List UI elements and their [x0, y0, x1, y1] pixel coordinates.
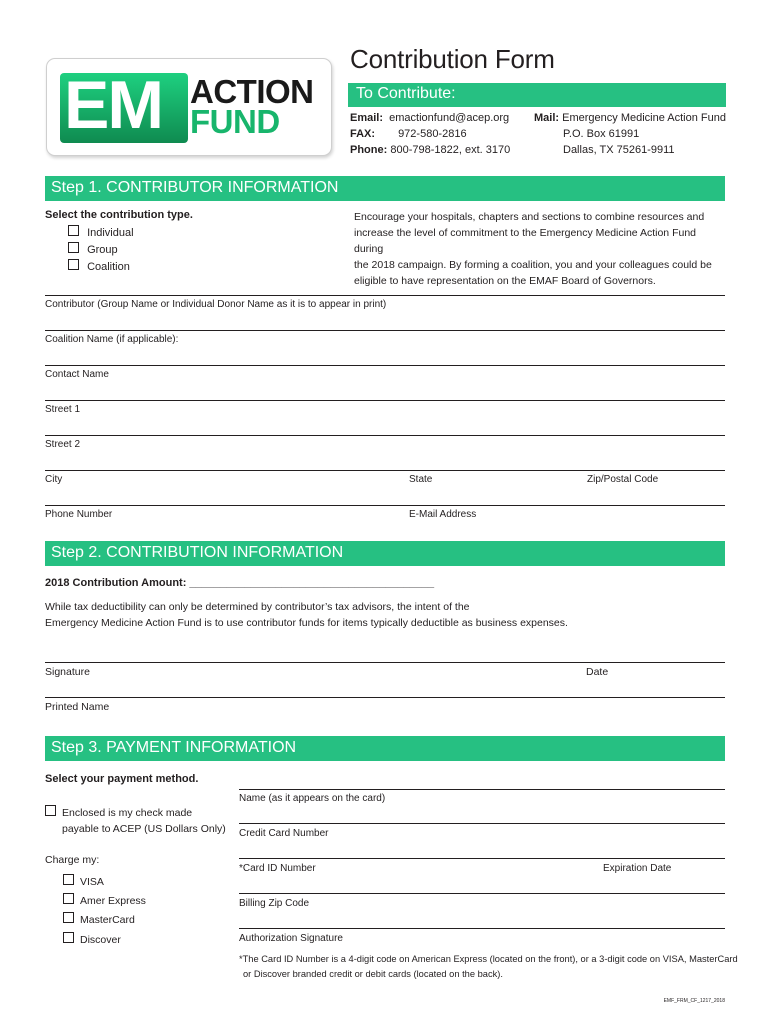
contribution-amount-field[interactable]: 2018 Contribution Amount: ________________________________________ — [45, 577, 435, 589]
type-group-checkbox[interactable] — [68, 242, 79, 253]
contact-info — [350, 110, 510, 158]
mail-line3: Dallas, TX 75261-9911 — [563, 144, 675, 156]
step3-bar — [45, 736, 725, 761]
zip-label: Zip/Postal Code — [587, 474, 659, 485]
coalition-text-line: eligible to have representation on the EMAF Board of Governors. — [354, 275, 656, 287]
card-amex-label: Amer Express — [80, 895, 146, 907]
type-individual-label: Individual — [87, 227, 134, 239]
type-group-option[interactable] — [68, 242, 118, 256]
authorization-signature-label: Authorization Signature — [239, 933, 343, 944]
step1-bar — [45, 176, 725, 201]
footnote-line: or Discover branded credit or debit cards (located on the back). — [243, 969, 503, 979]
check-line1: Enclosed is my check made — [62, 807, 193, 819]
printed-name-field[interactable] — [45, 697, 725, 698]
street1-label: Street 1 — [45, 404, 81, 415]
name-on-card-field[interactable] — [239, 789, 725, 790]
street1-field[interactable] — [45, 400, 725, 401]
coalition-info-text — [354, 209, 724, 289]
expiration-date-label: Expiration Date — [603, 863, 672, 874]
charge-my-label: Charge my: — [45, 854, 100, 866]
contributor-field[interactable] — [45, 295, 725, 296]
logo-action-text: ACTION — [190, 73, 314, 110]
type-coalition-checkbox[interactable] — [68, 259, 79, 270]
contributor-label: Contributor (Group Name or Individual Donor Name as it is to appear in print) — [45, 299, 387, 310]
card-visa-checkbox[interactable] — [63, 874, 74, 885]
coalition-text-line: Encourage your hospitals, chapters and sections to combine resources and — [354, 211, 705, 223]
logo-fund-text: FUND — [190, 103, 280, 140]
check-option[interactable] — [45, 805, 226, 837]
type-coalition-option[interactable] — [68, 259, 130, 273]
card-visa-option[interactable] — [63, 874, 104, 888]
type-individual-option[interactable] — [68, 225, 134, 239]
phone-label: Phone: — [350, 144, 388, 156]
type-group-label: Group — [87, 244, 118, 256]
signature-date-field[interactable] — [45, 662, 725, 663]
step3-title: Step 3. PAYMENT INFORMATION — [51, 739, 297, 756]
type-individual-checkbox[interactable] — [68, 225, 79, 236]
mail-line1: Emergency Medicine Action Fund — [562, 112, 726, 124]
coalition-text-line: the 2018 campaign. By forming a coalition, you and your colleagues could be — [354, 259, 712, 271]
city-state-zip-field[interactable] — [45, 470, 725, 471]
payment-method-prompt: Select your payment method. — [45, 773, 199, 785]
logo-em-text: EM — [64, 67, 162, 143]
tax-text-line: While tax deductibility can only be determined by contributor’s tax advisors, the intent of the — [45, 601, 470, 613]
email-address-label: E-Mail Address — [409, 509, 477, 520]
card-discover-checkbox[interactable] — [63, 932, 74, 943]
fax-value: 972-580-2816 — [398, 128, 467, 140]
phone-value: 800-798-1822, ext. 3170 — [390, 144, 511, 156]
mail-label: Mail: — [534, 112, 560, 124]
mail-info — [534, 110, 726, 158]
card-amex-checkbox[interactable] — [63, 893, 74, 904]
card-number-field[interactable] — [239, 823, 725, 824]
street2-label: Street 2 — [45, 439, 81, 450]
card-mastercard-option[interactable] — [63, 912, 135, 926]
step2-bar — [45, 541, 725, 566]
contact-name-label: Contact Name — [45, 369, 109, 380]
card-amex-option[interactable] — [63, 893, 146, 907]
to-contribute-bar — [348, 83, 726, 107]
type-coalition-label: Coalition — [87, 261, 130, 273]
contribution-type-prompt: Select the contribution type. — [45, 209, 193, 221]
signature-label: Signature — [45, 666, 90, 678]
date-label: Date — [586, 666, 609, 678]
card-id-label: *Card ID Number — [239, 863, 316, 874]
check-line2: payable to ACEP (US Dollars Only) — [62, 823, 226, 835]
card-discover-label: Discover — [80, 934, 121, 946]
authorization-signature-field[interactable] — [239, 928, 725, 929]
billing-zip-field[interactable] — [239, 893, 725, 894]
street2-field[interactable] — [45, 435, 725, 436]
card-visa-label: VISA — [80, 876, 104, 888]
coalition-text-line: increase the level of commitment to the Emergency Medicine Action Fund during — [354, 227, 696, 255]
coalition-name-label: Coalition Name (if applicable): — [45, 334, 179, 345]
name-on-card-label: Name (as it appears on the card) — [239, 793, 386, 804]
coalition-name-field[interactable] — [45, 330, 725, 331]
card-discover-option[interactable] — [63, 932, 121, 946]
city-label: City — [45, 474, 63, 485]
check-checkbox[interactable] — [45, 805, 56, 816]
fax-label: FAX: — [350, 128, 376, 140]
step1-title: Step 1. CONTRIBUTOR INFORMATION — [51, 179, 339, 196]
card-mastercard-checkbox[interactable] — [63, 912, 74, 923]
step2-title: Step 2. CONTRIBUTION INFORMATION — [51, 544, 344, 561]
card-id-footnote — [239, 952, 738, 982]
email-label: Email: — [350, 112, 384, 124]
billing-zip-label: Billing Zip Code — [239, 898, 310, 909]
form-code: EMF_FRM_CF_1217_2018 — [663, 998, 725, 1004]
contact-name-field[interactable] — [45, 365, 725, 366]
page-title: Contribution Form — [350, 44, 555, 74]
phone-number-label: Phone Number — [45, 509, 113, 520]
footnote-line: *The Card ID Number is a 4-digit code on American Express (located on the front), or a 3-digit code on VISA, MasterCard — [239, 954, 738, 964]
tax-deductibility-text — [45, 599, 568, 631]
state-label: State — [409, 474, 433, 485]
phone-email-field[interactable] — [45, 505, 725, 506]
card-number-label: Credit Card Number — [239, 828, 329, 839]
email-value[interactable]: emactionfund@acep.org — [389, 112, 510, 124]
printed-name-label: Printed Name — [45, 701, 110, 713]
card-mastercard-label: MasterCard — [80, 914, 135, 926]
tax-text-line: Emergency Medicine Action Fund is to use contributor funds for items typically deductible as business expenses. — [45, 617, 568, 629]
to-contribute-label: To Contribute: — [356, 85, 456, 102]
mail-line2: P.O. Box 61991 — [563, 128, 640, 140]
card-id-expiration-field[interactable] — [239, 858, 725, 859]
